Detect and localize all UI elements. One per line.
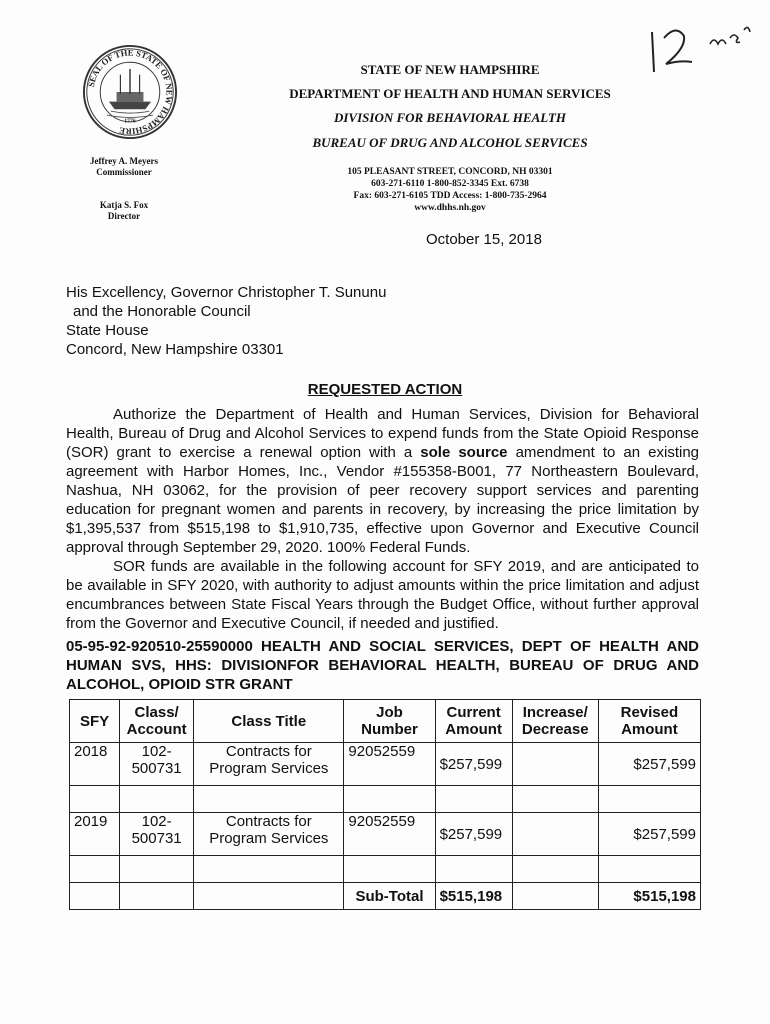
table-row bbox=[70, 813, 701, 856]
cell-job-number: 92052559 bbox=[344, 813, 435, 856]
subtotal-current-amount: $515,198 bbox=[435, 883, 512, 910]
official-title: Director bbox=[107, 211, 141, 221]
table-row-blank bbox=[70, 856, 701, 883]
handwritten-note-mark bbox=[646, 14, 756, 84]
col-header-revised-amount: Revised Amount bbox=[598, 700, 700, 743]
cell-increase-decrease bbox=[512, 743, 598, 786]
cell-class-title: Contracts for Program Services bbox=[194, 813, 344, 856]
cell-revised-amount: $257,599 bbox=[598, 743, 700, 786]
col-header-class-account: Class/ Account bbox=[120, 700, 194, 743]
recipient-line: His Excellency, Governor Christopher T. Sununu bbox=[66, 284, 387, 301]
cell-revised-amount: $257,599 bbox=[598, 813, 700, 856]
official-commissioner bbox=[64, 156, 184, 178]
subtotal-increase-decrease bbox=[512, 883, 598, 910]
recipient-line: State House bbox=[66, 322, 149, 339]
col-header-job-number: Job Number bbox=[344, 700, 435, 743]
state-seal-logo bbox=[82, 44, 178, 140]
letterhead-bureau: BUREAU OF DRUG AND ALCOHOL SERVICES bbox=[312, 135, 588, 150]
letterhead-fax: Fax: 603-271-6105 TDD Access: 1-800-735-2964 bbox=[353, 191, 547, 201]
table-header-row bbox=[70, 700, 701, 743]
subtotal-revised-amount: $515,198 bbox=[598, 883, 700, 910]
official-name: Jeffrey A. Meyers bbox=[89, 156, 159, 166]
recipient-line: Concord, New Hampshire 03301 bbox=[66, 341, 284, 358]
funding-table bbox=[69, 699, 701, 910]
official-director bbox=[64, 200, 184, 222]
recipient-line: and the Honorable Council bbox=[73, 303, 251, 320]
table-row-blank bbox=[70, 786, 701, 813]
funding-paragraph: SOR funds are available in the following account for SFY 2019, and are anticipated to be available in SFY 2020, with authority to adjust amounts within the price limitation and adjust encumbrances between State Fiscal Years through the Budget Office, without further approval from the Governor and Executive Council, if needed and justified. bbox=[66, 558, 699, 632]
cell-sfy: 2018 bbox=[70, 743, 120, 786]
cell-class-title: Contracts for Program Services bbox=[194, 743, 344, 786]
letterhead-phone: 603-271-6110 1-800-852-3345 Ext. 6738 bbox=[371, 179, 529, 189]
paragraph-text: amendment to an existing agreement with Harbor Homes, Inc., Vendor #155358-B001, 77 Northeastern Boulevard, Nashua, NH 03062, for the provision of peer recovery support services and parenting education for pregnant women and parents in recovery, by increasing the price limitation by $1,395,537 from $515,198 to $1,910,735, effective upon Governor and Executive Council approval through September 29, 2020. 100% Federal Funds. bbox=[66, 444, 699, 556]
official-name: Katja S. Fox bbox=[99, 200, 149, 210]
cell-class-account: 102-500731 bbox=[120, 743, 194, 786]
cell-class-account: 102-500731 bbox=[120, 813, 194, 856]
sole-source-emphasis: sole source bbox=[420, 444, 508, 461]
letter-date: October 15, 2018 bbox=[426, 231, 542, 248]
letterhead-website: www.dhhs.nh.gov bbox=[414, 203, 486, 213]
recipient-address bbox=[66, 283, 386, 359]
account-heading: 05-95-92-920510-25590000 HEALTH AND SOCIAL SERVICES, DEPT OF HEALTH AND HUMAN SVS, HHS: DIVISIONFOR BEHAVIORAL HEALTH, BUREAU OF DRUG AND ALCOHOL, OPIOID STR GRANT bbox=[66, 638, 699, 693]
svg-text:1776: 1776 bbox=[124, 118, 136, 125]
letterhead-state: STATE OF NEW HAMPSHIRE bbox=[360, 62, 540, 77]
cell-current-amount: $257,599 bbox=[435, 813, 512, 856]
requested-action-heading: REQUESTED ACTION bbox=[307, 381, 463, 398]
official-title: Commissioner bbox=[96, 167, 152, 177]
col-header-class-title: Class Title bbox=[194, 700, 344, 743]
letterhead-department: DEPARTMENT OF HEALTH AND HUMAN SERVICES bbox=[289, 86, 611, 101]
col-header-current-amount: Current Amount bbox=[435, 700, 512, 743]
subtotal-label: Sub-Total bbox=[344, 883, 435, 910]
svg-text:SEAL OF THE STATE OF NEW HAMPS: SEAL OF THE STATE OF NEW HAMPSHIRE bbox=[85, 47, 175, 137]
requested-action-paragraph bbox=[66, 405, 699, 557]
cell-increase-decrease bbox=[512, 813, 598, 856]
cell-sfy: 2019 bbox=[70, 813, 120, 856]
col-header-increase-decrease: Increase/ Decrease bbox=[512, 700, 598, 743]
cell-job-number: 92052559 bbox=[344, 743, 435, 786]
paragraph-text: Authorize the Department of Health and Human Services, Division for Behavioral Health, Bureau of Drug and Alcohol Services to expend funds from the State Opioid Response (SOR) grant to exercise a renewal option with a bbox=[66, 406, 699, 461]
table-row bbox=[70, 743, 701, 786]
cell-current-amount: $257,599 bbox=[435, 743, 512, 786]
letterhead-address: 105 PLEASANT STREET, CONCORD, NH 03301 bbox=[347, 167, 553, 177]
letterhead-division: DIVISION FOR BEHAVIORAL HEALTH bbox=[333, 110, 566, 125]
col-header-sfy: SFY bbox=[70, 700, 120, 743]
table-subtotal-row bbox=[70, 883, 701, 910]
